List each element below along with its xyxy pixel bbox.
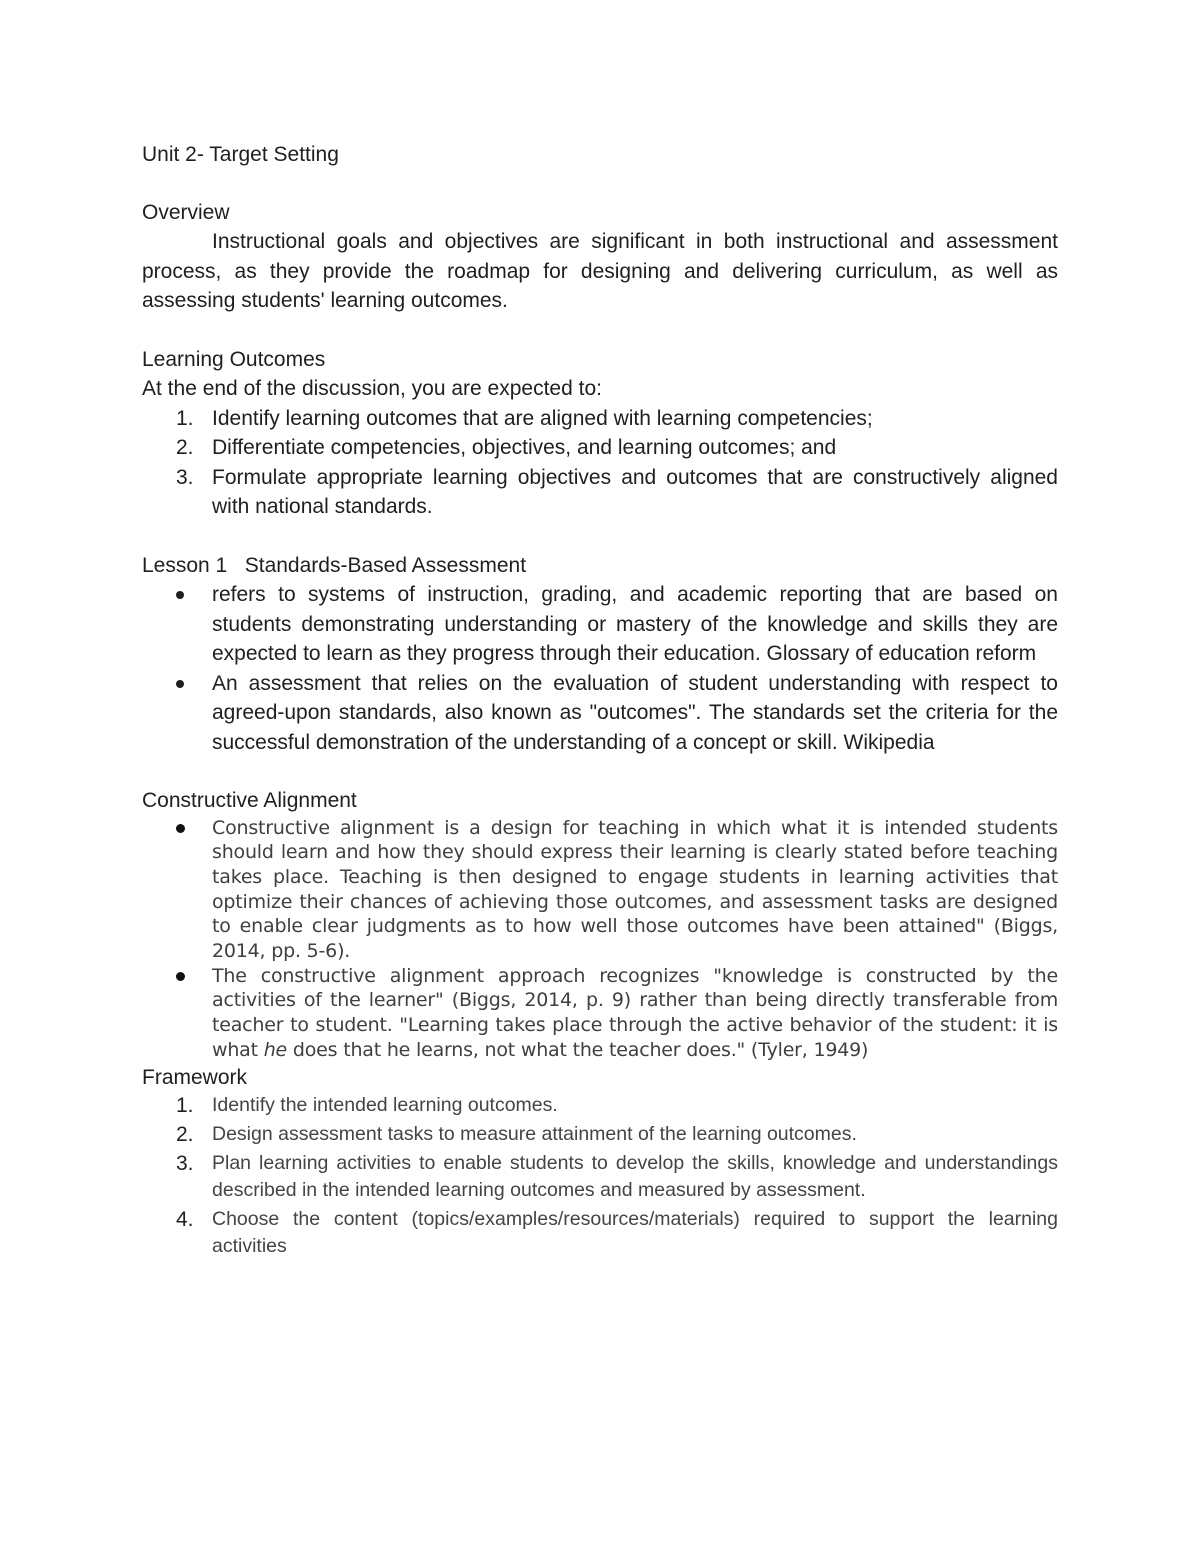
list-number: 3. xyxy=(176,465,194,489)
list-item-text: An assessment that relies on the evaluation of student understanding with respect to agreed-upon standards, also known as "outcomes". The standards set the criteria for the successful demonstration of the understanding of a concept or skill. Wikipedia xyxy=(212,671,1058,754)
list-number: 2. xyxy=(176,436,194,459)
learning-outcomes-list xyxy=(142,404,1058,522)
list-item-text: Identify learning outcomes that are aligned with learning competencies; xyxy=(212,406,873,430)
bullet-icon xyxy=(176,591,184,599)
list-item xyxy=(142,433,1058,463)
bullet-icon xyxy=(176,972,185,981)
emphasis-text: he xyxy=(263,1038,288,1061)
constructive-alignment-heading: Constructive Alignment xyxy=(142,789,357,812)
bullet-icon xyxy=(176,824,185,833)
lesson1-heading: Lesson 1 Standards-Based Assessment xyxy=(142,553,527,577)
list-item xyxy=(142,1206,1058,1260)
list-item-text: Choose the content (topics/examples/resources/materials) required to support the learning activities xyxy=(212,1208,1058,1258)
list-number: 2. xyxy=(176,1123,194,1147)
lesson1-list xyxy=(142,580,1058,757)
list-item xyxy=(142,1150,1058,1204)
list-item xyxy=(142,1092,1058,1119)
list-item xyxy=(142,669,1058,758)
list-number: 4. xyxy=(176,1208,194,1232)
overview-paragraph: Instructional goals and objectives are significant in both instructional and assessment process, as they provide the roadmap for designing and delivering curriculum, as well as assessing students' learning outcomes. xyxy=(142,230,1058,312)
list-item xyxy=(142,463,1058,522)
list-item xyxy=(142,404,1058,434)
list-item xyxy=(142,964,1058,1063)
constructive-alignment-list xyxy=(142,816,1058,1063)
document-page xyxy=(142,140,1058,1262)
list-item-text: Constructive alignment is a design for teaching in which what it is intended students should learn and how they should express their learning is clearly stated before teaching takes place. Teaching is then designed to engage students in learning activities that optimize their chances of achieving those outcomes, and assessment tasks are designed to enable clear judgments as to how well those outcomes have been attained" (Biggs, 2014, pp. 5-6). xyxy=(212,816,1058,963)
list-item-text: Formulate appropriate learning objectives and outcomes that are constructively aligned with national standards. xyxy=(212,465,1058,518)
list-item-text: Design assessment tasks to measure attainment of the learning outcomes. xyxy=(212,1123,857,1146)
list-item-text: Identify the intended learning outcomes. xyxy=(212,1094,558,1117)
quote-text-part1: The constructive alignment approach recognizes "knowledge is constructed by the activities of the learner" (Biggs, 2014, p. 9) rather than being directly transferable from teacher to student. "Learning takes place through the active behavior of the student: it is what xyxy=(212,964,1058,1061)
list-item xyxy=(142,1121,1058,1148)
document-title: Unit 2- Target Setting xyxy=(142,143,339,166)
list-item-text xyxy=(212,965,1058,1061)
list-item-text: Plan learning activities to enable students to develop the skills, knowledge and understandings described in the intended learning outcomes and measured by assessment. xyxy=(212,1152,1058,1202)
learning-outcomes-intro: At the end of the discussion, you are expected to: xyxy=(142,377,602,400)
quote-text-part2: does that he learns, not what the teacher does." (Tyler, 1949) xyxy=(287,1038,869,1061)
framework-list xyxy=(142,1092,1058,1260)
list-number: 1. xyxy=(176,1094,194,1118)
learning-outcomes-heading: Learning Outcomes xyxy=(142,347,326,371)
list-item xyxy=(142,580,1058,669)
overview-heading: Overview xyxy=(142,200,230,224)
list-item-text: Differentiate competencies, objectives, and learning outcomes; and xyxy=(212,436,837,459)
list-number: 1. xyxy=(176,406,194,430)
list-item-text: refers to systems of instruction, grading, and academic reporting that are based on students demonstrating understanding or mastery of the knowledge and skills they are expected to learn as they progress through their education. Glossary of education reform xyxy=(212,583,1058,665)
list-item xyxy=(142,816,1058,964)
framework-heading: Framework xyxy=(142,1065,248,1089)
bullet-icon xyxy=(176,680,184,688)
list-number: 3. xyxy=(176,1152,194,1176)
